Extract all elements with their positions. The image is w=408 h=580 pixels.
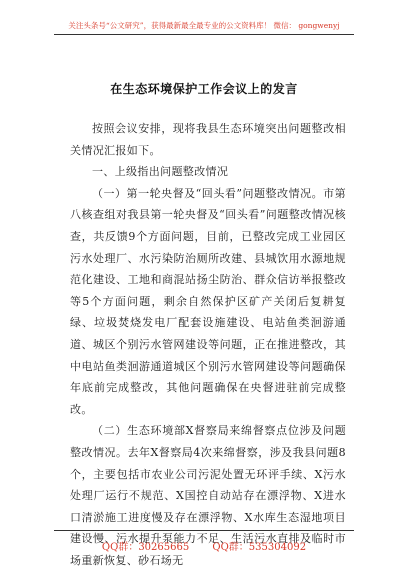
intro-paragraph: 按照会议安排，现将我县生态环境突出问题整改相关情况汇报如下。 (70, 122, 346, 157)
footer-qq-group-2: QQ群：535304092 (212, 542, 307, 553)
footer-qq-group-1: QQ群：30265665 (101, 542, 190, 553)
body-paragraph-2: （二）生态环境部X督察局来绵督察点位涉及问题整改情况。去年X督察局4次来绵督察，涉及我县问题8个，主要包括市农业公司污泥处置无环评手续、X污水处理厂运行不规范、X国控自动站存在漂浮物、X进水口清淤施工进度慢及存在漂浮物、X水库生态湿地项目建设慢、污水提升泵能力不足、生活污水直排及临时市场重新恢复、砂石场无 (70, 424, 346, 567)
footer-divider (54, 530, 354, 531)
header-banner: 关注头条号“公文研究”，获得最新最全最专业的公文资料库！ 微信： gongwenyj (68, 21, 340, 30)
document-body (70, 118, 346, 571)
footer (0, 538, 408, 553)
section-heading: 一、上级指出问题整改情况 (92, 165, 229, 179)
body-paragraph-1: （一）第一轮央督及“回头看”问题整改情况。市第八核查组对我县第一轮央督及“回头看”问题整改情况核查，共反馈9个方面问题，目前，已整改完成工业园区污水处理厂、水污染防治厕所改建、县城饮用水源地规范化建设、工地和商混站扬尘防治、群众信访举报整改等5个方面问题，剩余自然保护区矿产关闭后复耕复绿、垃圾焚烧发电厂配套设施建设、电站鱼类洄游通道、城区个别污水管网建设等问题，正在推进整改，其中电站鱼类洄游通道城区个别污水管网建设等问题确保年底前完成整改，其他问题确保在央督进驻前完成整改。 (70, 186, 346, 416)
header-divider (54, 34, 354, 35)
document-title: 在生态环境保护工作会议上的发言 (110, 82, 298, 96)
